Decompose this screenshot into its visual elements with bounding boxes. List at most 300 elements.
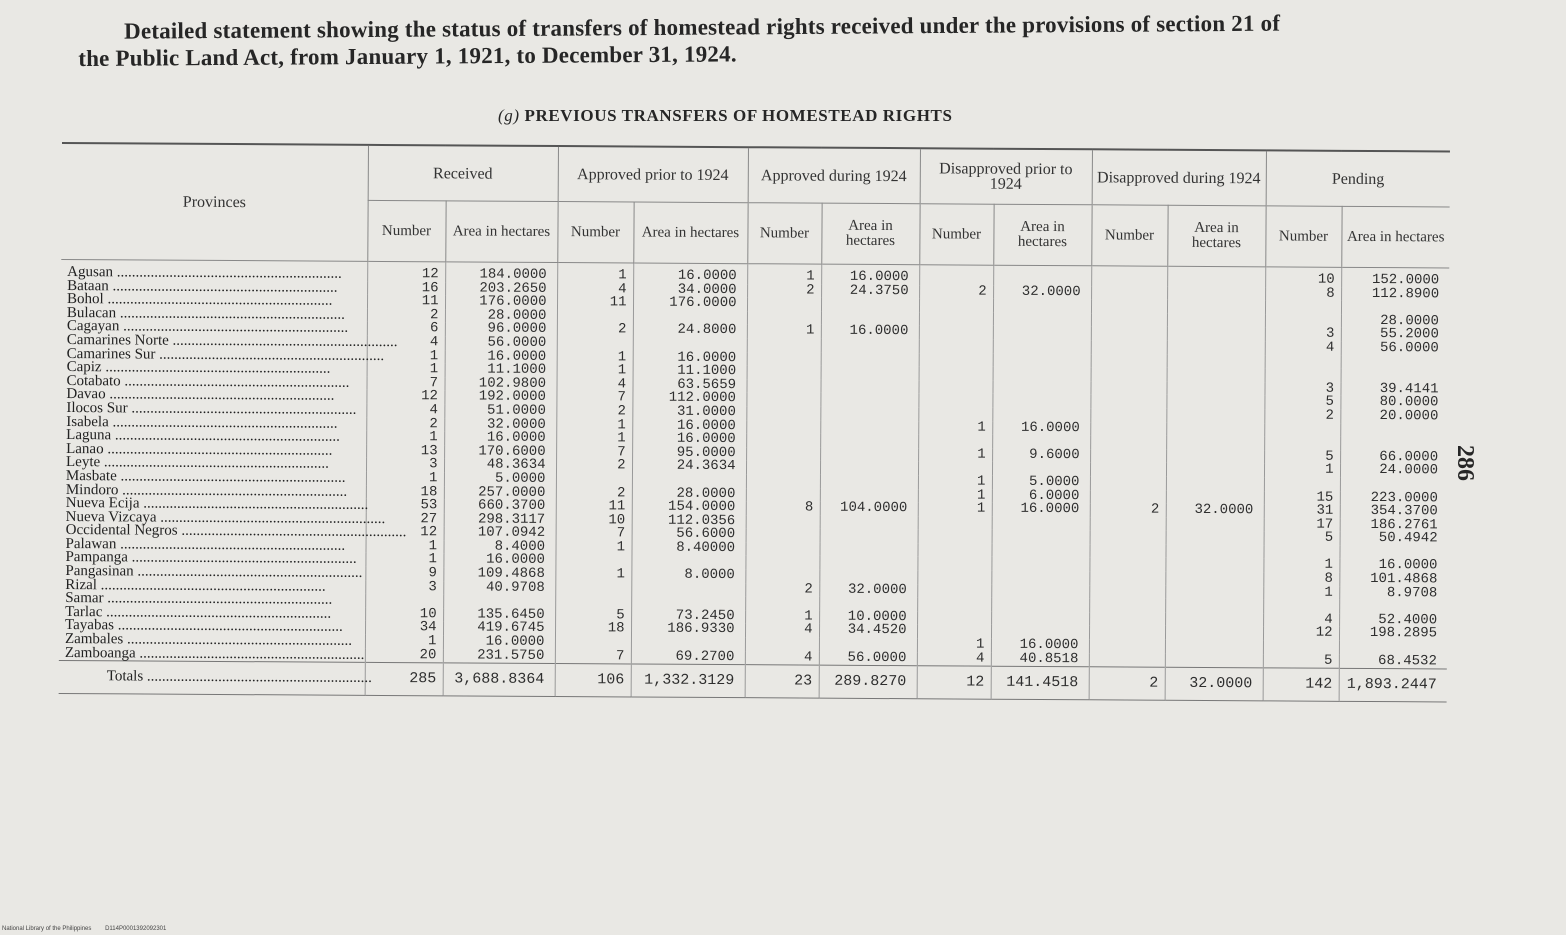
area-cell: [1166, 517, 1264, 531]
number-cell: [1091, 340, 1167, 354]
number-cell: 7: [556, 391, 632, 405]
area-cell: [992, 394, 1090, 408]
area-cell: [631, 582, 745, 596]
subtitle-marker: (g): [498, 106, 520, 125]
area-cell: [1166, 422, 1264, 436]
table-body: [59, 259, 1449, 669]
area-cell: 63.5659: [632, 378, 746, 392]
number-cell: [747, 338, 821, 352]
area-cell: [993, 265, 1091, 286]
number-cell: [1089, 571, 1165, 585]
area-cell: [993, 353, 1091, 367]
number-cell: 4: [745, 624, 819, 638]
number-cell: 1: [365, 553, 443, 567]
area-cell: 112.8900: [1341, 287, 1449, 301]
number-cell: 17: [1264, 518, 1340, 532]
number-cell: [917, 543, 991, 557]
table-footer: [59, 661, 1447, 702]
group-header: Disapproved during 1924: [1092, 149, 1266, 206]
area-cell: 203.2650: [445, 282, 557, 296]
totals-cell: 106: [555, 664, 631, 697]
table-subtitle: [498, 106, 953, 126]
province-name: Tarlac ............................................................: [65, 603, 332, 622]
area-cell: 660.3700: [444, 499, 556, 513]
area-cell: 16.0000: [992, 503, 1090, 517]
area-cell: 34.4520: [819, 624, 917, 638]
number-cell: 1: [745, 610, 819, 624]
area-cell: 73.2450: [631, 609, 745, 623]
area-cell: [1341, 355, 1449, 369]
area-header: Area in hectares: [1341, 206, 1449, 268]
number-cell: 18: [366, 485, 444, 499]
header-group-row: [62, 143, 1450, 207]
number-cell: 7: [555, 650, 631, 665]
number-cell: [1265, 301, 1341, 315]
area-cell: [1166, 436, 1264, 450]
number-cell: 5: [1264, 396, 1340, 410]
number-cell: [1089, 612, 1165, 626]
number-cell: 4: [557, 283, 633, 297]
area-cell: [1166, 382, 1264, 396]
province-name: Samar ............................................................: [65, 590, 333, 608]
area-cell: [821, 298, 919, 312]
number-cell: [919, 265, 993, 286]
area-cell: [819, 556, 917, 570]
number-cell: 2: [1090, 503, 1166, 517]
number-cell: [1090, 531, 1166, 545]
area-cell: 28.0000: [632, 487, 746, 501]
area-cell: [991, 598, 1089, 612]
province-name: Rizal ............................................................: [65, 576, 326, 595]
province-name: Cotabato ............................................................: [66, 372, 350, 391]
area-cell: [1166, 395, 1264, 409]
number-cell: [1091, 367, 1167, 381]
area-cell: 32.0000: [819, 583, 917, 597]
area-cell: [1165, 626, 1263, 640]
area-cell: [1165, 572, 1263, 586]
number-cell: [1089, 639, 1165, 653]
area-cell: [1165, 613, 1263, 627]
scan-footer: [2, 926, 178, 932]
area-cell: [821, 339, 919, 353]
area-cell: 101.4868: [1339, 573, 1447, 587]
number-cell: [917, 570, 991, 584]
number-cell: [1089, 585, 1165, 599]
area-cell: 16.0000: [445, 350, 557, 364]
totals-cell: 1,332.3129: [631, 664, 745, 698]
number-cell: 4: [1265, 341, 1341, 355]
area-header: Area in hectares: [633, 202, 747, 264]
number-cell: [1090, 476, 1166, 490]
province-name: Leyte ............................................................: [65, 454, 329, 472]
area-cell: 11.1000: [633, 365, 747, 379]
number-cell: [919, 353, 993, 367]
province-name: Bohol ............................................................: [66, 291, 333, 309]
area-cell: [993, 340, 1091, 354]
number-cell: 4: [917, 652, 991, 667]
number-cell: [1091, 354, 1167, 368]
number-cell: 8: [1265, 287, 1341, 301]
area-header: Area in hectares: [445, 201, 557, 263]
area-cell: 32.0000: [444, 418, 556, 432]
number-cell: 13: [366, 445, 444, 459]
area-cell: [1167, 266, 1265, 287]
number-cell: [919, 339, 993, 353]
province-name: Bataan ............................................................: [67, 277, 338, 296]
number-cell: 1: [556, 432, 632, 446]
number-cell: 1: [747, 264, 821, 285]
area-cell: 8.0000: [631, 569, 745, 583]
number-cell: [1090, 422, 1166, 436]
number-cell: [745, 542, 819, 556]
area-cell: [820, 475, 918, 489]
area-cell: 104.0000: [820, 502, 918, 516]
area-cell: 5.0000: [444, 472, 556, 486]
province-name: Palawan ............................................................: [65, 535, 346, 554]
area-cell: [992, 380, 1090, 394]
area-cell: 16.0000: [991, 639, 1089, 653]
area-cell: 20.0000: [1340, 410, 1448, 424]
area-cell: 28.0000: [1341, 315, 1449, 329]
area-cell: 112.0356: [632, 514, 746, 528]
number-cell: 15: [1264, 491, 1340, 505]
number-header: Number: [919, 204, 993, 265]
transfers-table: [59, 142, 1450, 703]
page-number: 286: [1452, 445, 1478, 481]
number-cell: [1090, 408, 1166, 422]
totals-cell: 32.0000: [1165, 667, 1263, 701]
number-cell: 4: [1263, 613, 1339, 627]
province-name: Bulacan ............................................................: [66, 304, 345, 323]
area-cell: 16.0000: [821, 264, 919, 285]
number-cell: [917, 611, 991, 625]
number-cell: [747, 352, 821, 366]
number-cell: 4: [556, 378, 632, 392]
group-header: Approved during 1924: [748, 147, 920, 204]
area-cell: [992, 530, 1090, 544]
number-cell: 1: [1263, 586, 1339, 600]
number-cell: 1: [366, 431, 444, 445]
area-cell: 24.3634: [632, 460, 746, 474]
area-cell: 56.0000: [819, 651, 917, 666]
number-cell: [1091, 266, 1167, 287]
number-cell: 2: [745, 583, 819, 597]
number-cell: 2: [747, 284, 821, 298]
area-cell: [821, 366, 919, 380]
province-name: Camarines Norte ............................................................: [66, 332, 398, 351]
number-cell: 53: [366, 499, 444, 513]
number-cell: [745, 556, 819, 570]
number-cell: 1: [918, 448, 992, 462]
number-cell: [1264, 423, 1340, 437]
number-cell: 10: [1265, 267, 1341, 288]
province-name: Camarines Sur ............................................................: [66, 345, 385, 364]
number-cell: 5: [1264, 450, 1340, 464]
number-cell: 1: [555, 568, 631, 582]
area-cell: 11.1000: [445, 363, 557, 377]
area-cell: 16.0000: [632, 433, 746, 447]
area-cell: 39.4141: [1340, 383, 1448, 397]
area-cell: [992, 516, 1090, 530]
totals-row: [59, 661, 1447, 702]
number-cell: 2: [556, 405, 632, 419]
provinces-header: Provinces: [61, 143, 368, 261]
totals-cell: 285: [365, 663, 443, 696]
number-header: Number: [1091, 205, 1167, 266]
number-cell: 3: [1265, 328, 1341, 342]
group-header: Pending: [1266, 150, 1450, 207]
area-cell: 56.6000: [632, 528, 746, 542]
area-cell: 154.0000: [632, 501, 746, 515]
number-cell: 1: [557, 351, 633, 365]
area-cell: 66.0000: [1340, 451, 1448, 465]
area-cell: 10.0000: [819, 610, 917, 624]
province-name: Laguna ............................................................: [66, 427, 340, 445]
area-cell: 9.6000: [992, 448, 1090, 462]
number-cell: 2: [366, 417, 444, 431]
area-cell: 354.3700: [1340, 505, 1448, 519]
area-cell: [1165, 545, 1263, 559]
number-cell: 2: [919, 285, 993, 299]
area-cell: 50.4942: [1340, 532, 1448, 546]
area-header: Area in hectares: [993, 204, 1091, 266]
area-cell: 24.8000: [633, 324, 747, 338]
area-cell: [820, 379, 918, 393]
number-cell: 4: [367, 336, 445, 350]
area-cell: 16.0000: [633, 351, 747, 365]
area-header: Area in hectares: [821, 203, 919, 265]
group-header: Received: [368, 145, 558, 202]
area-cell: 176.0000: [633, 297, 747, 311]
number-cell: 5: [1263, 654, 1339, 669]
province-name: Nueva Vizcaya ............................................................: [65, 508, 386, 527]
area-cell: 5.0000: [992, 476, 1090, 490]
number-cell: 8: [746, 501, 820, 515]
number-cell: 11: [557, 296, 633, 310]
province-name: Ilocos Sur ............................................................: [66, 399, 357, 418]
number-cell: [917, 597, 991, 611]
number-cell: 1: [367, 363, 445, 377]
area-cell: 170.6000: [444, 445, 556, 459]
area-cell: 257.0000: [444, 486, 556, 500]
area-cell: [1167, 314, 1265, 328]
area-cell: [1167, 341, 1265, 355]
number-cell: [1091, 299, 1167, 313]
province-name: Nueva Ecija ............................................................: [65, 495, 369, 513]
number-cell: [1091, 313, 1167, 327]
number-cell: [746, 460, 820, 474]
province-name: Isabela ............................................................: [66, 413, 338, 432]
number-cell: 1: [555, 541, 631, 555]
area-cell: 6.0000: [992, 489, 1090, 503]
area-cell: 69.2700: [631, 650, 745, 665]
number-cell: 9: [365, 567, 443, 581]
number-cell: 5: [1264, 532, 1340, 546]
area-cell: [1340, 423, 1448, 437]
footer-library: National Library of the Philippines: [2, 926, 92, 932]
area-cell: 32.0000: [993, 285, 1091, 299]
number-header: Number: [747, 203, 821, 264]
number-cell: [1090, 463, 1166, 477]
area-cell: 16.0000: [821, 325, 919, 339]
number-cell: 1: [365, 635, 443, 649]
number-cell: 18: [555, 622, 631, 636]
group-header: Disapproved prior to 1924: [920, 148, 1092, 205]
province-name: Davao ............................................................: [66, 386, 335, 405]
number-cell: 1: [918, 421, 992, 435]
number-cell: 1: [367, 349, 445, 363]
area-cell: 55.2000: [1341, 328, 1449, 342]
number-cell: 3: [1264, 382, 1340, 396]
number-cell: [746, 406, 820, 420]
area-cell: [1167, 300, 1265, 314]
area-cell: 16.0000: [443, 554, 555, 568]
area-cell: 198.2895: [1339, 627, 1447, 641]
area-cell: 80.0000: [1340, 396, 1448, 410]
number-cell: [1089, 626, 1165, 640]
area-cell: 51.0000: [444, 404, 556, 418]
area-cell: [819, 543, 917, 557]
number-cell: 2: [367, 309, 445, 323]
area-cell: [993, 367, 1091, 381]
area-cell: 16.0000: [443, 635, 555, 649]
province-name: Cagayan ............................................................: [66, 318, 349, 337]
number-cell: [1089, 653, 1165, 668]
number-cell: [1090, 517, 1166, 531]
number-header: Number: [367, 200, 445, 261]
number-cell: 1: [918, 502, 992, 516]
area-cell: [1165, 585, 1263, 599]
area-cell: 8.40000: [631, 541, 745, 555]
number-cell: 4: [366, 404, 444, 418]
number-cell: [918, 394, 992, 408]
number-cell: [918, 530, 992, 544]
number-cell: 3: [365, 581, 443, 595]
totals-cell: 12: [917, 666, 991, 699]
area-cell: 16.0000: [992, 421, 1090, 435]
number-cell: 2: [556, 459, 632, 473]
number-header: Number: [1265, 206, 1341, 267]
province-name: Pampanga ............................................................: [65, 549, 357, 568]
number-cell: 6: [367, 322, 445, 336]
number-cell: 12: [366, 390, 444, 404]
area-cell: 52.4000: [1339, 614, 1447, 628]
totals-cell: 141.4518: [991, 666, 1089, 700]
area-cell: 16.0000: [633, 263, 747, 284]
number-cell: 20: [365, 648, 443, 663]
number-cell: 7: [366, 377, 444, 391]
group-header: Approved prior to 1924: [558, 146, 748, 203]
area-cell: 152.0000: [1341, 267, 1449, 288]
province-name: Tayabas ............................................................: [64, 617, 343, 636]
number-cell: 10: [556, 514, 632, 528]
area-cell: 298.3117: [444, 513, 556, 527]
area-cell: [1165, 558, 1263, 572]
number-cell: [746, 447, 820, 461]
number-cell: 1: [747, 325, 821, 339]
footer-code: D114P0001392092301: [105, 926, 167, 932]
area-cell: 8.4000: [443, 540, 555, 554]
area-cell: [993, 299, 1091, 313]
area-cell: 48.3634: [444, 459, 556, 473]
number-cell: 1: [557, 364, 633, 378]
area-cell: 223.0000: [1340, 491, 1448, 505]
area-cell: 56.0000: [1341, 342, 1449, 356]
area-cell: [1165, 599, 1263, 613]
province-name: Agusan ............................................................: [67, 264, 342, 282]
totals-cell: 142: [1263, 668, 1339, 701]
number-cell: 12: [366, 526, 444, 540]
number-cell: 8: [1263, 572, 1339, 586]
number-cell: 12: [1263, 627, 1339, 641]
number-cell: [746, 393, 820, 407]
number-cell: [746, 433, 820, 447]
number-cell: [917, 584, 991, 598]
number-cell: [747, 297, 821, 311]
area-cell: 95.0000: [632, 446, 746, 460]
number-cell: [1089, 599, 1165, 613]
area-cell: 135.6450: [443, 608, 555, 622]
province-name: Occidental Negros ............................................................: [65, 522, 407, 541]
area-cell: [991, 584, 1089, 598]
area-cell: 34.0000: [633, 283, 747, 297]
area-cell: 24.0000: [1340, 464, 1448, 478]
number-header: Number: [557, 202, 633, 263]
area-cell: 68.4532: [1339, 654, 1447, 669]
number-cell: [919, 326, 993, 340]
area-cell: [1166, 409, 1264, 423]
number-cell: 10: [365, 608, 443, 622]
number-cell: 1: [366, 472, 444, 486]
subtitle-text: PREVIOUS TRANSFERS OF HOMESTEAD RIGHTS: [524, 106, 953, 125]
area-cell: [1166, 463, 1264, 477]
number-cell: [1091, 327, 1167, 341]
table-header: [61, 143, 1450, 268]
number-cell: 1: [556, 419, 632, 433]
heading-line-2: the Public Land Act, from January 1, 1921, to December 31, 1924.: [78, 41, 737, 71]
area-cell: [991, 571, 1089, 585]
province-name: Zamboanga ............................................................: [64, 644, 365, 663]
number-cell: 1: [918, 475, 992, 489]
number-cell: [746, 515, 820, 529]
area-cell: [1166, 449, 1264, 463]
area-cell: 16.0000: [444, 431, 556, 445]
number-cell: 1: [1264, 464, 1340, 478]
number-cell: [746, 528, 820, 542]
area-cell: 109.4868: [443, 567, 555, 581]
number-cell: 1: [557, 263, 633, 284]
area-cell: 24.3750: [821, 284, 919, 298]
area-cell: [991, 612, 1089, 626]
number-cell: 11: [367, 295, 445, 309]
area-cell: [820, 515, 918, 529]
number-cell: 2: [557, 323, 633, 337]
number-cell: 4: [745, 651, 819, 666]
number-cell: [919, 298, 993, 312]
totals-cell: 3,688.8364: [443, 663, 555, 697]
area-cell: 32.0000: [1166, 504, 1264, 518]
number-cell: [555, 582, 631, 596]
area-header: Area in hectares: [1167, 205, 1265, 267]
area-cell: [820, 529, 918, 543]
number-cell: [1265, 355, 1341, 369]
number-cell: 2: [1264, 409, 1340, 423]
number-cell: [917, 557, 991, 571]
area-cell: [1165, 653, 1263, 668]
area-cell: 231.5750: [443, 649, 555, 664]
area-cell: [820, 407, 918, 421]
number-cell: 2: [556, 487, 632, 501]
